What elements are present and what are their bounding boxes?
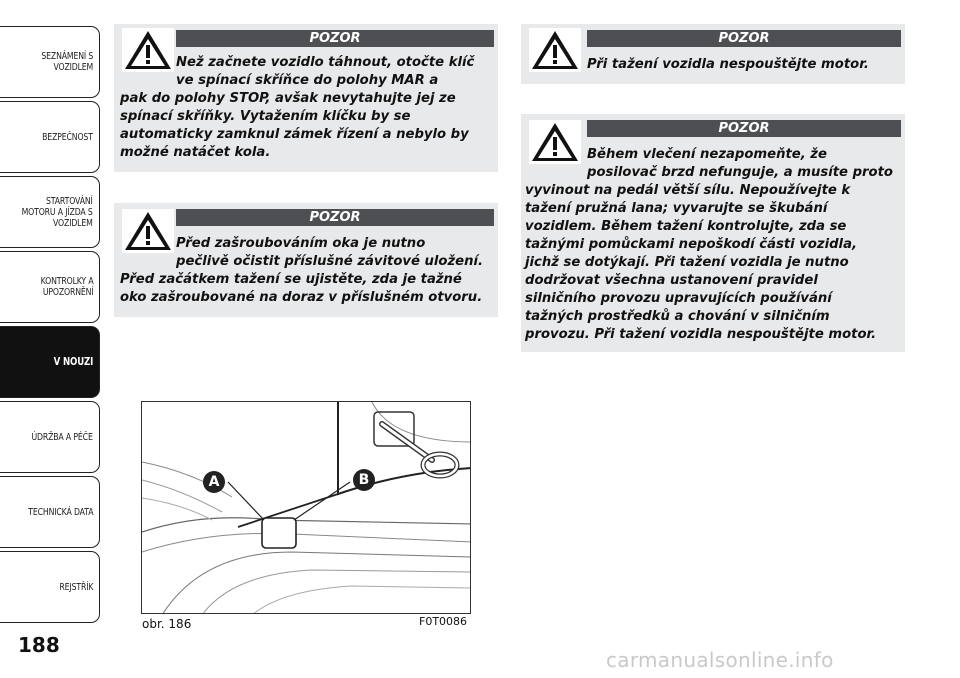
warning-header: POZOR (176, 30, 494, 47)
warning-text-body: vyvinout na pedál větší sílu. Nepoužívejte k tažení pružná lana; vyvarujte se škubání vozidlem. Během tažení kontrolujte, zda se tažnými pomůckami nepoškodí části vozidla, jichž se dotýkají. Při tažení vozidla je nutno dodržovat všechna ustanovení pravidel silničního provozu upravujících používání tažných prostředků a chování v silničním provozu. Při tažení vozidla nespouštějte motor. (525, 183, 877, 342)
warning-triangle-icon (529, 120, 581, 164)
warning-text-intro: Před zašroubováním oka je nutno pečlivě očistit příslušné závitové uložení. (176, 236, 484, 269)
warning-box-towing (521, 114, 905, 352)
warning-box-tow-eye (114, 203, 498, 317)
tab-v-nouzi[interactable]: V NOUZI (0, 326, 100, 398)
warning-text-intro: Než začnete vozidlo táhnout, otočte klíč ve spínací skříňce do polohy MAR a (176, 55, 475, 88)
callout-a: A (203, 471, 225, 493)
tab-technicka-data[interactable]: TECHNICKÁ DATA (0, 476, 100, 548)
warning-text-body: pak do polohy STOP, avšak nevytahujte jej ze spínací skříňky. Vytažením klíčku by se automaticky zamknul zámek řízení a nebylo by možné natáčet kola. (120, 91, 469, 160)
warning-box-ignition (114, 24, 498, 172)
warning-text-intro: Při tažení vozidla nespouštějte motor. (587, 57, 869, 72)
tab-udrzba[interactable]: ÚDRŽBA A PÉČE (0, 401, 100, 473)
warning-text-intro: Během vlečení nezapomeňte, že posilovač brzd nefunguje, a musíte proto (587, 147, 893, 180)
watermark: carmanualsonline.info (606, 648, 834, 672)
warning-header: POZOR (176, 209, 494, 226)
bumper-illustration (142, 402, 471, 614)
page-number: 188 (18, 633, 60, 657)
tab-bezpecnost[interactable]: BEZPEČNOST (0, 101, 100, 173)
figure-code: F0T0086 (419, 615, 468, 628)
warning-box-engine (521, 24, 905, 84)
tab-kontrolky[interactable]: KONTROLKY A UPOZORNĚNÍ (0, 251, 100, 323)
tab-rejstrik[interactable]: REJSTŘÍK (0, 551, 100, 623)
warning-text-body: Před začátkem tažení se ujistěte, zda je tažné oko zašroubované na doraz v příslušném otvoru. (120, 272, 483, 305)
warning-header: POZOR (587, 120, 901, 137)
figure-caption: obr. 186 (142, 617, 192, 631)
figure-tow-hook (141, 401, 471, 614)
warning-triangle-icon (122, 209, 174, 253)
tab-startovani[interactable]: STARTOVÁNÍ MOTORU A JÍZDA S VOZIDLEM (0, 176, 100, 248)
warning-triangle-icon (529, 28, 581, 72)
warning-header: POZOR (587, 30, 901, 47)
warning-triangle-icon (122, 28, 174, 72)
tab-seznameni[interactable]: SEZNÁMENÍ S VOZIDLEM (0, 26, 100, 98)
callout-b: B (353, 469, 375, 491)
